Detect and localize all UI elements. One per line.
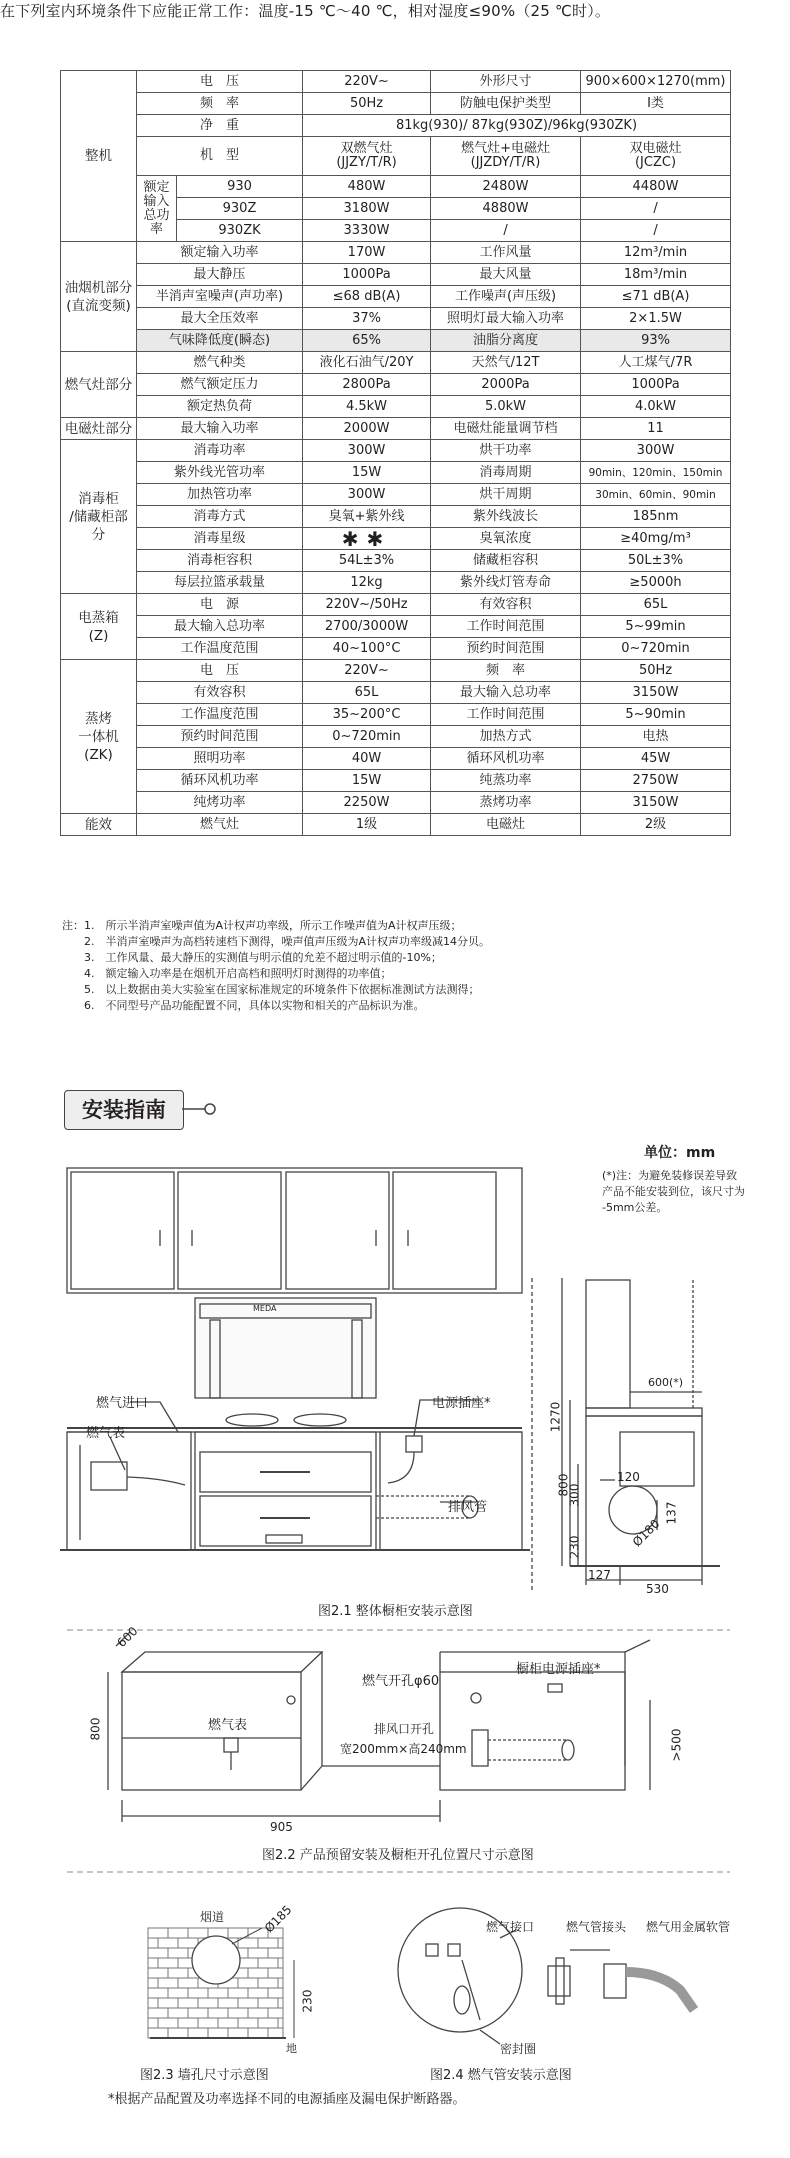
- cell: 有效容积: [431, 594, 581, 616]
- cell: 4.0kW: [581, 396, 731, 418]
- cell: 35~200°C: [303, 704, 431, 726]
- note-5: 5. 以上数据由美大实验室在国家标准规定的环境条件下依据标准测试方法测得；: [84, 983, 480, 996]
- cell: 最大静压: [137, 264, 303, 286]
- cell: ≥40mg/m³: [581, 528, 731, 550]
- f2-dim-500: >500: [669, 1728, 684, 1762]
- cell: 紫外线光管功率: [137, 462, 303, 484]
- section-hood: 油烟机部分 (直流变频): [61, 242, 137, 352]
- cell: 天然气/12T: [431, 352, 581, 374]
- f2-dim-600: 600: [114, 1623, 141, 1651]
- install-guide-title: 安装指南: [64, 1090, 184, 1130]
- f2-gas-meter: 燃气表: [208, 1718, 248, 1733]
- cell: 300W: [303, 440, 431, 462]
- f4-pipe-joint: 燃气管接头: [566, 1920, 627, 1934]
- cell: 工作风量: [431, 242, 581, 264]
- f3-dim-230: 230: [300, 1989, 315, 2013]
- cell: 半消声室噪声(声功率): [137, 286, 303, 308]
- cell: 5.0kW: [431, 396, 581, 418]
- cell: 65L: [303, 682, 431, 704]
- cell: 最大风量: [431, 264, 581, 286]
- cell: 170W: [303, 242, 431, 264]
- cell: 燃气灶+电磁灶 (JJZDY/T/R): [431, 137, 581, 176]
- figure-2-3-caption: 图2.3 墙孔尺寸示意图: [140, 2068, 269, 2083]
- cell: 90min、120min、150min: [581, 462, 731, 484]
- cell: 5~99min: [581, 616, 731, 638]
- section-efficiency: 能效: [61, 814, 137, 836]
- cell: 3180W: [303, 198, 431, 220]
- cell: 烘干周期: [431, 484, 581, 506]
- cell: 加热管功率: [137, 484, 303, 506]
- cell: 0~720min: [303, 726, 431, 748]
- dim-530: 530: [646, 1582, 669, 1596]
- cell: 电 压: [137, 660, 303, 682]
- cell: 45W: [581, 748, 731, 770]
- dim-127: 127: [588, 1568, 611, 1582]
- cell: 81kg(930)/ 87kg(930Z)/96kg(930ZK): [303, 115, 731, 137]
- cell: 紫外线灯管寿命: [431, 572, 581, 594]
- figure-cabinet-install: [60, 1168, 720, 1590]
- cell: 300W: [581, 440, 731, 462]
- f2-gas-hole: 燃气开孔φ60: [362, 1674, 440, 1689]
- cell: 930Z: [177, 198, 303, 220]
- cell: 37%: [303, 308, 431, 330]
- cell: 消毒星级: [137, 528, 303, 550]
- note-6: 6. 不同型号产品功能配置不同，具体以实物和相关的产品标识为准。: [84, 999, 425, 1012]
- cell: 2250W: [303, 792, 431, 814]
- cell: 气味降低度(瞬态): [137, 330, 303, 352]
- cell: 930ZK: [177, 220, 303, 242]
- cell: 消毒方式: [137, 506, 303, 528]
- cell: 照明灯最大输入功率: [431, 308, 581, 330]
- cell: 4480W: [581, 176, 731, 198]
- cell: 2480W: [431, 176, 581, 198]
- cell: 12kg: [303, 572, 431, 594]
- dim-137: 137: [664, 1501, 679, 1525]
- cell: 蒸烤功率: [431, 792, 581, 814]
- cell: 纯烤功率: [137, 792, 303, 814]
- cell: 照明功率: [137, 748, 303, 770]
- dim-230: 230: [567, 1535, 582, 1559]
- cell: 双电磁灶 (JCZC): [581, 137, 731, 176]
- cell: /: [581, 220, 731, 242]
- cell: 每层拉篮承载量: [137, 572, 303, 594]
- cell: 电磁灶能量调节档: [431, 418, 581, 440]
- cell: 额定热负荷: [137, 396, 303, 418]
- cell: 18m³/min: [581, 264, 731, 286]
- figure-2-1-caption: 图2.1 整体橱柜安装示意图: [318, 1604, 473, 1619]
- dim-600: 600(*): [648, 1376, 684, 1389]
- cell: 电热: [581, 726, 731, 748]
- section-steam-bake: 蒸烤 一体机 (ZK): [61, 660, 137, 814]
- cell: 烘干功率: [431, 440, 581, 462]
- cell: 工作时间范围: [431, 616, 581, 638]
- cell: 11: [581, 418, 731, 440]
- cell: 2700/3000W: [303, 616, 431, 638]
- cell: 预约时间范围: [431, 638, 581, 660]
- note-4: 4. 额定输入功率是在烟机开启高档和照明灯时测得的功率值；: [84, 967, 392, 980]
- f3-floor: 地: [286, 2042, 297, 2055]
- cell: 频 率: [137, 93, 303, 115]
- cell: 30min、60min、90min: [581, 484, 731, 506]
- cell: 50Hz: [303, 93, 431, 115]
- section-induction: 电磁灶部分: [61, 418, 137, 440]
- cell: 50Hz: [581, 660, 731, 682]
- cell: 1000Pa: [303, 264, 431, 286]
- figure-2-4-caption: 图2.4 燃气管安装示意图: [430, 2068, 572, 2083]
- cell: 最大输入总功率: [431, 682, 581, 704]
- cell: 300W: [303, 484, 431, 506]
- cell: 有效容积: [137, 682, 303, 704]
- figure-2-2-caption: 图2.2 产品预留安装及橱柜开孔位置尺寸示意图: [262, 1848, 534, 1863]
- cell: 燃气额定压力: [137, 374, 303, 396]
- cell: 2级: [581, 814, 731, 836]
- cell: 双燃气灶 (JJZY/T/R): [303, 137, 431, 176]
- cell: 93%: [581, 330, 731, 352]
- cell: 臭氧+紫外线: [303, 506, 431, 528]
- gas-inlet-label: 燃气进口: [96, 1396, 149, 1411]
- cell: 纯蒸功率: [431, 770, 581, 792]
- f3-dim-185: Ø185: [261, 1902, 295, 1936]
- cell: 外形尺寸: [431, 71, 581, 93]
- cell: 消毒柜容积: [137, 550, 303, 572]
- brand-logo: MEDA: [253, 1304, 277, 1313]
- dim-800: 800: [556, 1473, 571, 1497]
- footnote: *根据产品配置及功率选择不同的电源插座及漏电保护断路器。: [108, 2092, 466, 2107]
- cell: 储藏柜容积: [431, 550, 581, 572]
- cell: 燃气种类: [137, 352, 303, 374]
- cell: 65L: [581, 594, 731, 616]
- cell: 220V~: [303, 71, 431, 93]
- cell: 220V~/50Hz: [303, 594, 431, 616]
- cell: 185nm: [581, 506, 731, 528]
- cell: 3150W: [581, 792, 731, 814]
- cell: 机 型: [137, 137, 303, 176]
- power-socket-label: 电源插座*: [432, 1396, 491, 1411]
- cell: 频 率: [431, 660, 581, 682]
- f2-dim-905: 905: [270, 1820, 293, 1834]
- cell: ✱✱: [303, 528, 431, 550]
- cell: 臭氧浓度: [431, 528, 581, 550]
- f2-dim-800: 800: [88, 1717, 103, 1741]
- figure-wall-hole: [148, 1928, 294, 2038]
- cell: 4.5kW: [303, 396, 431, 418]
- note-3: 3. 工作风量、最大静压的实测值与明示值的允差不超过明示值的-10%；: [84, 951, 442, 964]
- cell: 工作温度范围: [137, 704, 303, 726]
- cell: 220V~: [303, 660, 431, 682]
- cell: 15W: [303, 770, 431, 792]
- f3-flue: 烟道: [200, 1910, 225, 1924]
- cell: 循环风机功率: [137, 770, 303, 792]
- cell: /: [431, 220, 581, 242]
- cell: ≤71 dB(A): [581, 286, 731, 308]
- cell: 40~100°C: [303, 638, 431, 660]
- cell: 消毒周期: [431, 462, 581, 484]
- environment-condition-text: 在下列室内环境条件下应能正常工作：温度-15 ℃～40 ℃，相对湿度≤90%（25 ℃时）。: [0, 2, 611, 20]
- f4-seal: 密封圈: [500, 2042, 537, 2056]
- cell: 防触电保护类型: [431, 93, 581, 115]
- cell: 480W: [303, 176, 431, 198]
- cell: /: [581, 198, 731, 220]
- cell: 1级: [303, 814, 431, 836]
- cell: 1000Pa: [581, 374, 731, 396]
- f4-metal-hose: 燃气用金属软管: [646, 1920, 731, 1934]
- cell: 额定输入功率: [137, 242, 303, 264]
- cell: 3150W: [581, 682, 731, 704]
- cell: Ⅰ类: [581, 93, 731, 115]
- cell: 54L±3%: [303, 550, 431, 572]
- note-2: 2. 半消声室噪声为高档转速档下测得，噪声值声压级为A计权声功率级减14分贝。: [84, 935, 491, 948]
- f2-exhaust-size: 宽200mm×高240mm: [340, 1742, 467, 1756]
- cell: 900×600×1270(mm): [581, 71, 731, 93]
- f4-gas-port: 燃气接口: [486, 1920, 535, 1934]
- section-gas: 燃气灶部分: [61, 352, 137, 418]
- cell: 2000W: [303, 418, 431, 440]
- cell: 15W: [303, 462, 431, 484]
- cell: 2800Pa: [303, 374, 431, 396]
- f2-cabinet-socket: 橱柜电源插座*: [516, 1662, 601, 1677]
- cell: 循环风机功率: [431, 748, 581, 770]
- cell: ≤68 dB(A): [303, 286, 431, 308]
- cell: 4880W: [431, 198, 581, 220]
- cell: ≥5000h: [581, 572, 731, 594]
- note-1: 注：1. 所示半消声室噪声值为A计权声功率级，所示工作噪声值为A计权声压级；: [62, 919, 462, 932]
- cell: 12m³/min: [581, 242, 731, 264]
- section-steam-oven: 电蒸箱 (Z): [61, 594, 137, 660]
- f2-exhaust-hole: 排风口开孔: [374, 1722, 435, 1736]
- cell: 2750W: [581, 770, 731, 792]
- rated-power-label: 额定 输入 总功率: [137, 176, 177, 242]
- cell: 工作时间范围: [431, 704, 581, 726]
- dim-180: Ø180: [629, 1516, 663, 1550]
- cell: 最大输入功率: [137, 418, 303, 440]
- cell: 液化石油气/20Y: [303, 352, 431, 374]
- cell: 电磁灶: [431, 814, 581, 836]
- cell: 消毒功率: [137, 440, 303, 462]
- cell: 电 源: [137, 594, 303, 616]
- unit-label: 单位：mm: [644, 1145, 716, 1161]
- cell: 电 压: [137, 71, 303, 93]
- cell: 工作温度范围: [137, 638, 303, 660]
- section-whole: 整机: [61, 71, 137, 242]
- cell: 65%: [303, 330, 431, 352]
- section-cabinet: 消毒柜 /储藏柜部分: [61, 440, 137, 594]
- cell: 油脂分离度: [431, 330, 581, 352]
- cell: 50L±3%: [581, 550, 731, 572]
- cell: 工作噪声(声压级): [431, 286, 581, 308]
- cell: 人工煤气/7R: [581, 352, 731, 374]
- cell: 燃气灶: [137, 814, 303, 836]
- cell: 2000Pa: [431, 374, 581, 396]
- tolerance-note: (*)注：为避免装修误差导致 产品不能安装到位，该尺寸为 -5mm公差。: [602, 1169, 745, 1214]
- gas-meter-label: 燃气表: [86, 1426, 126, 1441]
- cell: 0~720min: [581, 638, 731, 660]
- exhaust-pipe-label: 排风管: [448, 1500, 488, 1515]
- cell: 紫外线波长: [431, 506, 581, 528]
- dim-120: 120: [617, 1470, 640, 1484]
- cell: 最大输入总功率: [137, 616, 303, 638]
- cell: 40W: [303, 748, 431, 770]
- dim-1270: 1270: [548, 1401, 563, 1433]
- cell: 加热方式: [431, 726, 581, 748]
- cell: 3330W: [303, 220, 431, 242]
- cell: 2×1.5W: [581, 308, 731, 330]
- cell: 最大全压效率: [137, 308, 303, 330]
- cell: 5~90min: [581, 704, 731, 726]
- dim-300: 300: [567, 1483, 582, 1507]
- cell: 净 重: [137, 115, 303, 137]
- cell: 预约时间范围: [137, 726, 303, 748]
- cell: 930: [177, 176, 303, 198]
